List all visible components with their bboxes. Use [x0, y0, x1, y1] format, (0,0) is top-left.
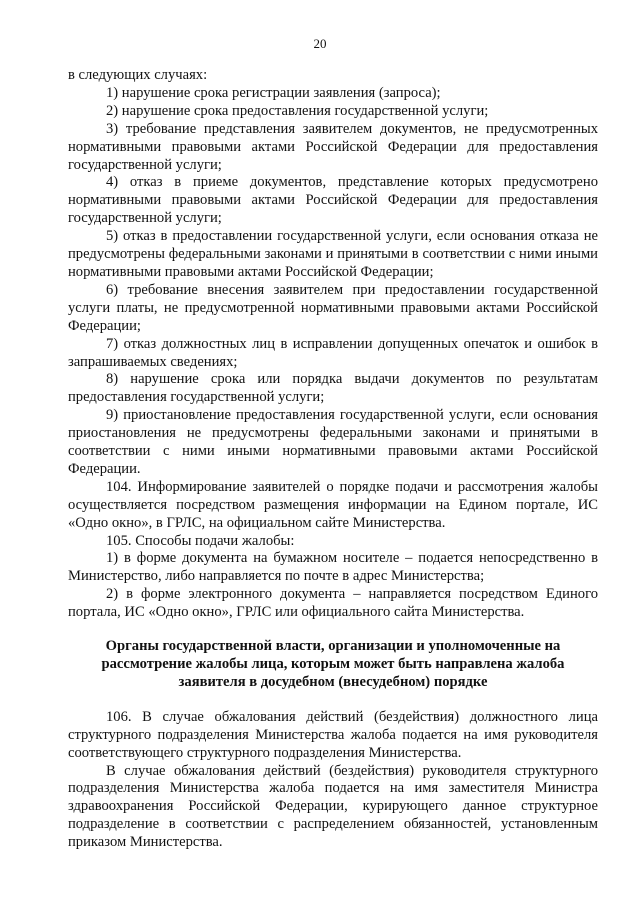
- paragraph: 2) нарушение срока предоставления государственной услуги;: [106, 102, 489, 119]
- paragraphs-after-heading: [68, 709, 598, 852]
- paragraph: 1) нарушение срока регистрации заявления (запроса);: [106, 84, 441, 101]
- paragraph: 106. В случае обжалования действий (бездействия) должностного лица структурного подразделения Министерства жалоба подается на имя руководителя соответствующего структурного подразделения Министерства.: [68, 708, 598, 761]
- paragraphs-before-heading: [68, 67, 598, 622]
- paragraph: 1) в форме документа на бумажном носителе – подается непосредственно в Министерство, либо направляется по почте в адрес Министерства;: [68, 550, 598, 585]
- paragraph: 8) нарушение срока или порядка выдачи документов по результатам предоставления государственной услуги;: [68, 371, 598, 406]
- paragraph: 3) требование представления заявителем документов, не предусмотренных нормативными правовыми актами Российской Федерации для предоставления государственной услуги;: [68, 120, 598, 173]
- paragraph: В случае обжалования действий (бездействия) руководителя структурного подразделения Министерства жалоба подается на имя заместителя Министра здравоохранения Российской Федерации, курирующего данное структурное подразделение в соответствии с распределением обязанностей, установленным приказом Министерства.: [68, 762, 598, 851]
- paragraph: 7) отказ должностных лиц в исправлении допущенных опечаток и ошибок в запрашиваемых сведениях;: [68, 335, 598, 370]
- paragraph: 9) приостановление предоставления государственной услуги, если основания приостановления не предусмотрены федеральными законами и принятыми в соответствии с ними иными нормативными правовыми актами Российской Федерации.: [68, 407, 598, 477]
- page-number: 20: [313, 36, 327, 51]
- paragraph: 2) в форме электронного документа – направляется посредством Единого портала, ИС «Одно окно», ГРЛС или официального сайта Министерства.: [68, 586, 598, 621]
- paragraph: 104. Информирование заявителей о порядке подачи и рассмотрения жалобы осуществляется посредством размещения информации на Едином портале, ИС «Одно окно», в ГРЛС, на официальном сайте Министерства.: [68, 478, 598, 531]
- paragraph: 105. Способы подачи жалобы:: [106, 532, 295, 549]
- section-heading: Органы государственной власти, организации и уполномоченные на рассмотрение жалобы лица, которым может быть направлена жалоба заявителя в досудебном (внесудебном) порядке: [101, 638, 565, 690]
- paragraph: в следующих случаях:: [68, 67, 208, 83]
- paragraph: 4) отказ в приеме документов, представление которых предусмотрено нормативными правовыми актами Российской Федерации для предоставления государственной услуги;: [68, 174, 598, 227]
- paragraph: 6) требование внесения заявителем при предоставлении государственной услуги платы, не предусмотренной нормативными правовыми актами Российской Федерации;: [68, 281, 598, 334]
- document-body: [68, 67, 598, 852]
- paragraph: 5) отказ в предоставлении государственной услуги, если основания отказа не предусмотрены федеральными законами и принятыми в соответствии с ними иными нормативными правовыми актами Российской Федерации;: [68, 228, 598, 280]
